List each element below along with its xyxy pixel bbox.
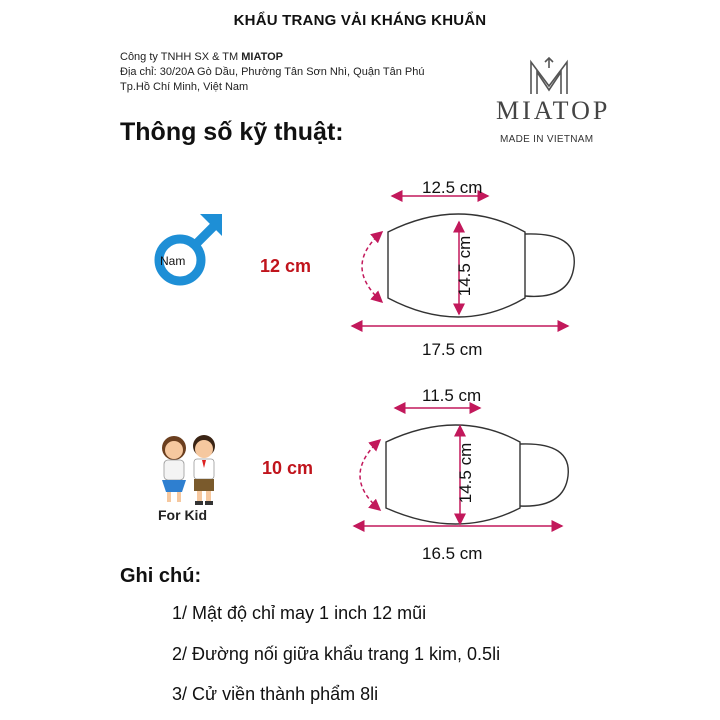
kid-label: For Kid (158, 507, 207, 523)
note-item: 1/ Mật độ chỉ may 1 inch 12 mũi (172, 603, 427, 623)
adult-top-width: 12.5 cm (422, 178, 483, 197)
specs-title: Thông số kỹ thuật: (120, 118, 344, 146)
company-name: MIATOP (241, 51, 284, 63)
logo-brand: MIATOP (496, 96, 611, 125)
kid-top-width: 11.5 cm (422, 386, 482, 405)
kids-icon (150, 430, 230, 508)
notes-title: Ghi chú: (120, 565, 202, 587)
adult-size-label: 12 cm (260, 256, 312, 276)
kid-size-label: 10 cm (262, 458, 314, 478)
address-line-2: Tp.Hồ Chí Minh, Việt Nam (120, 81, 249, 93)
note-item: 2/ Đường nối giữa khẩu trang 1 kim, 0.5li (172, 644, 501, 664)
page-title: KHẨU TRANG VẢI KHÁNG KHUẨN (233, 12, 487, 29)
note-item: 3/ Cử viền thành phẩm 8li (172, 684, 379, 704)
logo-tagline: MADE IN VIETNAM (500, 134, 594, 145)
adult-bottom-width: 17.5 cm (422, 340, 483, 359)
male-symbol-icon (150, 210, 230, 290)
company-line (120, 50, 425, 65)
company-prefix: Công ty TNHH SX & TM (120, 51, 242, 63)
kid-bottom-width: 16.5 cm (422, 544, 483, 563)
miatop-logo-icon (527, 56, 571, 96)
kid-height: 14.5 cm (456, 442, 476, 504)
adult-height: 14.5 cm (455, 235, 475, 297)
company-info (120, 50, 425, 95)
male-label: Nam (160, 254, 186, 268)
address-line-1: Địa chỉ: 30/20A Gò Dầu, Phường Tân Sơn Nhì, Quận Tân Phú (120, 66, 425, 78)
